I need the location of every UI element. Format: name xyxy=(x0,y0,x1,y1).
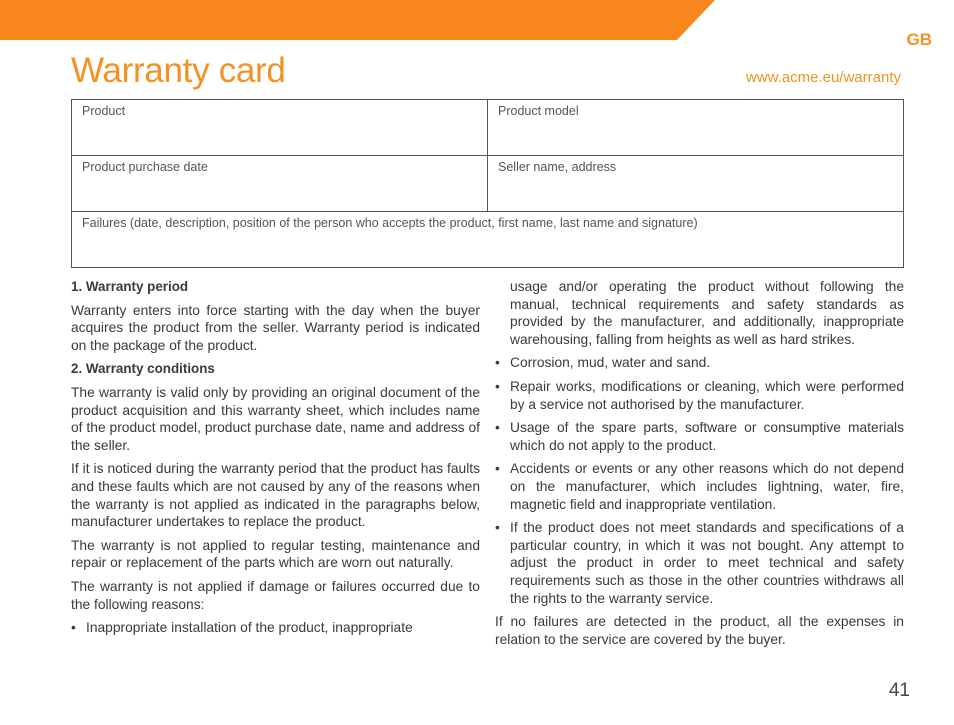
header-orange-band xyxy=(0,0,954,40)
bullet-icon: • xyxy=(495,355,500,371)
right-column xyxy=(495,278,904,654)
purchase-date-label: Product purchase date xyxy=(82,160,208,174)
paragraph: The warranty is not applied to regular testing, maintenance and repair or replacement of the parts which are worn out naturally. xyxy=(71,537,480,571)
list-item-continued xyxy=(495,278,904,348)
list-item-text: Repair works, modifications or cleaning, which were performed by a service not authorised by the manufacturer. xyxy=(510,378,904,412)
exclusions-list-start xyxy=(71,619,480,637)
bullet-icon: • xyxy=(495,378,500,394)
paragraph: Warranty enters into force starting with the day when the buyer acquires the product from the seller. Warranty period is indicated on the package of the product. xyxy=(71,302,480,353)
paragraph: The warranty is not applied if damage or failures occurred due to the following reasons: xyxy=(71,578,480,612)
language-code: GB xyxy=(906,30,932,49)
list-item xyxy=(495,519,904,607)
list-item-text: Usage of the spare parts, software or consumptive materials which do not apply to the product. xyxy=(510,420,904,453)
list-item-text: Corrosion, mud, water and sand. xyxy=(510,355,711,371)
seller-field[interactable] xyxy=(488,156,904,212)
list-item xyxy=(495,419,904,454)
bullet-icon: • xyxy=(495,461,500,477)
section-heading-warranty-conditions: 2. Warranty conditions xyxy=(71,361,215,377)
failures-label: Failures (date, description, position of the person who accepts the product, first name, last name and signature) xyxy=(82,216,698,230)
left-column xyxy=(71,278,480,643)
warranty-form-table xyxy=(71,99,904,268)
list-item-text: Accidents or events or any other reasons which do not depend on the manufacturer, which includes lightning, water, fire, magnetic field and inappropriate ventilation. xyxy=(510,461,904,512)
list-item-text: Inappropriate installation of the product, inappropriate xyxy=(86,620,413,636)
product-model-field[interactable] xyxy=(488,100,904,156)
paragraph: If it is noticed during the warranty period that the product has faults and these faults which are not caused by any of the reasons when the warranty is not applied as indicated in the paragraphs below, manufacturer undertakes to replace the product. xyxy=(71,461,480,530)
warranty-url[interactable]: www.acme.eu/warranty xyxy=(745,69,901,86)
closing-paragraph: If no failures are detected in the product, all the expenses in relation to the service are covered by the buyer. xyxy=(495,614,904,647)
page-number: 41 xyxy=(888,680,910,701)
list-item-text: If the product does not meet standards and specifications of a particular country, in which it was not bought. Any attempt to adjust the product in order to meet technical and safety requirements such as those in the other countries withdraws all the rights to the warranty service. xyxy=(510,520,904,606)
product-model-label: Product model xyxy=(498,104,579,118)
bullet-icon: • xyxy=(71,620,76,636)
exclusions-list xyxy=(495,278,904,607)
page-title: Warranty card xyxy=(71,51,286,90)
section-heading-warranty-period: 1. Warranty period xyxy=(71,279,189,294)
list-item-text: usage and/or operating the product without following the manual, technical requirements and safety standards as provided by the manufacturer, and additionally, inappropriate warehousing, falling from heights as well as hard strikes. xyxy=(510,279,904,347)
bullet-icon: • xyxy=(495,420,500,436)
failures-field[interactable] xyxy=(72,212,904,268)
product-label: Product xyxy=(82,104,126,118)
bullet-icon: • xyxy=(495,520,500,536)
paragraph: The warranty is valid only by providing an original document of the product acquisition and this warranty sheet, which includes name of the product model, product purchase date, name and address of the seller. xyxy=(71,384,480,453)
list-item xyxy=(495,378,904,413)
list-item xyxy=(495,354,904,372)
product-field[interactable] xyxy=(72,100,488,156)
purchase-date-field[interactable] xyxy=(72,156,488,212)
list-item xyxy=(495,460,904,513)
seller-label: Seller name, address xyxy=(498,160,617,174)
list-item xyxy=(71,619,480,637)
